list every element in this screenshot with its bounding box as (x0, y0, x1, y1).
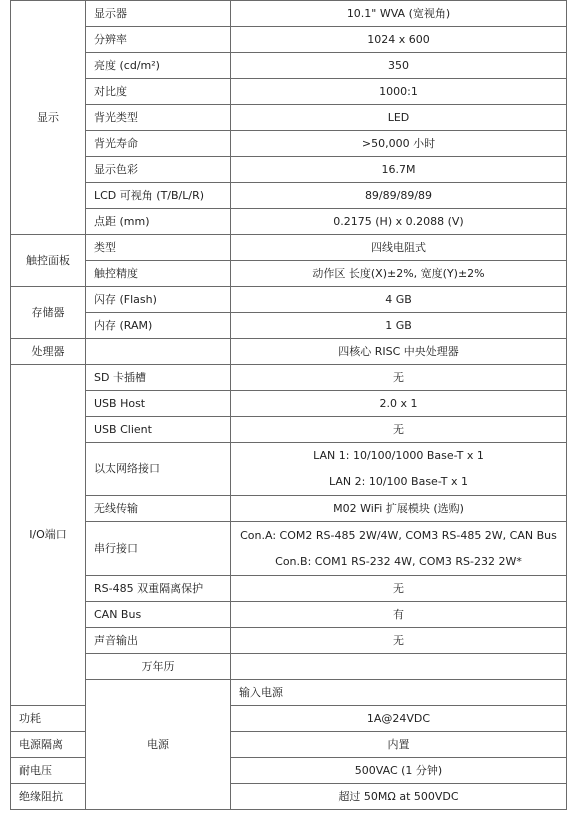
value-cell: 无 (231, 576, 567, 602)
table-row (11, 680, 567, 706)
table-row (11, 365, 567, 391)
param-cell: 显示色彩 (86, 157, 231, 183)
table-row (11, 79, 567, 105)
value-cell: 1 GB (231, 313, 567, 339)
value-cell: 四核心 RISC 中央处理器 (231, 339, 567, 365)
table-row (11, 53, 567, 79)
category-cell: 电源 (86, 680, 231, 810)
param-cell: 电源隔离 (11, 732, 86, 758)
value-cell: 500VAC (1 分钟) (231, 758, 567, 784)
value-cell: 动作区 长度(X)±2%, 宽度(Y)±2% (231, 261, 567, 287)
param-cell: 无线传输 (86, 496, 231, 522)
category-cell: 显示 (11, 1, 86, 235)
param-cell (86, 339, 231, 365)
param-cell: 以太网络接口 (86, 443, 231, 496)
table-row (11, 287, 567, 313)
value-line: LAN 1: 10/100/1000 Base-T x 1 (313, 449, 484, 462)
table-row (11, 339, 567, 365)
value-cell: M02 WiFi 扩展模块 (选购) (231, 496, 567, 522)
value-cell: 有 (231, 602, 567, 628)
param-cell: RS-485 双重隔离保护 (86, 576, 231, 602)
param-cell: USB Host (86, 391, 231, 417)
table-row (11, 131, 567, 157)
param-cell: 闪存 (Flash) (86, 287, 231, 313)
table-row (11, 417, 567, 443)
param-cell: 输入电源 (231, 680, 567, 706)
param-cell: LCD 可视角 (T/B/L/R) (86, 183, 231, 209)
param-cell: USB Client (86, 417, 231, 443)
param-cell: 内存 (RAM) (86, 313, 231, 339)
param-cell: 点距 (mm) (86, 209, 231, 235)
table-row (11, 602, 567, 628)
value-cell: 无 (231, 628, 567, 654)
table-row (11, 105, 567, 131)
param-cell: 类型 (86, 235, 231, 261)
category-cell: 触控面板 (11, 235, 86, 287)
param-cell: 对比度 (86, 79, 231, 105)
value-cell: >50,000 小时 (231, 131, 567, 157)
param-cell: 背光寿命 (86, 131, 231, 157)
table-row (11, 235, 567, 261)
value-cell: 0.2175 (H) x 0.2088 (V) (231, 209, 567, 235)
param-cell: 显示器 (86, 1, 231, 27)
value-cell: 16.7M (231, 157, 567, 183)
param-cell: 亮度 (cd/m²) (86, 53, 231, 79)
param-cell: SD 卡插槽 (86, 365, 231, 391)
value-cell (231, 443, 567, 496)
param-cell: 触控精度 (86, 261, 231, 287)
value-line: Con.A: COM2 RS-485 2W/4W, COM3 RS-485 2W, CAN Bus (240, 528, 557, 542)
param-cell: 声音输出 (86, 628, 231, 654)
table-row (11, 496, 567, 522)
param-cell: 耐电压 (11, 758, 86, 784)
table-row (11, 443, 567, 496)
value-cell: LED (231, 105, 567, 131)
param-cell: 背光类型 (86, 105, 231, 131)
value-cell: 350 (231, 53, 567, 79)
value-cell: 无 (231, 417, 567, 443)
value-cell: 2.0 x 1 (231, 391, 567, 417)
value-cell: 超过 50MΩ at 500VDC (231, 784, 567, 810)
table-row (11, 522, 567, 576)
category-cell: I/O端口 (11, 365, 86, 706)
table-row (11, 157, 567, 183)
spec-table (10, 0, 567, 810)
category-cell: 存储器 (11, 287, 86, 339)
value-cell: 四线电阻式 (231, 235, 567, 261)
table-row (11, 313, 567, 339)
param-cell: 绝缘阻抗 (11, 784, 86, 810)
table-row (11, 654, 567, 680)
param-cell: CAN Bus (86, 602, 231, 628)
param-cell: 分辨率 (86, 27, 231, 53)
value-cell: 4 GB (231, 287, 567, 313)
param-cell: 串行接口 (86, 522, 231, 576)
category-cell: 处理器 (11, 339, 86, 365)
category-cell: 万年历 (86, 654, 231, 680)
value-cell: 10.1" WVA (宽视角) (231, 1, 567, 27)
table-row (11, 261, 567, 287)
table-row (11, 209, 567, 235)
value-line: LAN 2: 10/100 Base-T x 1 (329, 475, 468, 488)
param-cell (231, 654, 567, 680)
value-cell: 89/89/89/89 (231, 183, 567, 209)
value-cell: 无 (231, 365, 567, 391)
value-cell: 1024 x 600 (231, 27, 567, 53)
table-row (11, 391, 567, 417)
value-cell: 内置 (231, 732, 567, 758)
value-cell: 1000:1 (231, 79, 567, 105)
table-row (11, 628, 567, 654)
value-cell: 1A@24VDC (231, 706, 567, 732)
table-row (11, 27, 567, 53)
value-cell (231, 522, 567, 576)
table-row (11, 576, 567, 602)
table-row (11, 1, 567, 27)
table-row (11, 183, 567, 209)
value-line: Con.B: COM1 RS-232 4W, COM3 RS-232 2W* (275, 554, 522, 568)
param-cell: 功耗 (11, 706, 86, 732)
